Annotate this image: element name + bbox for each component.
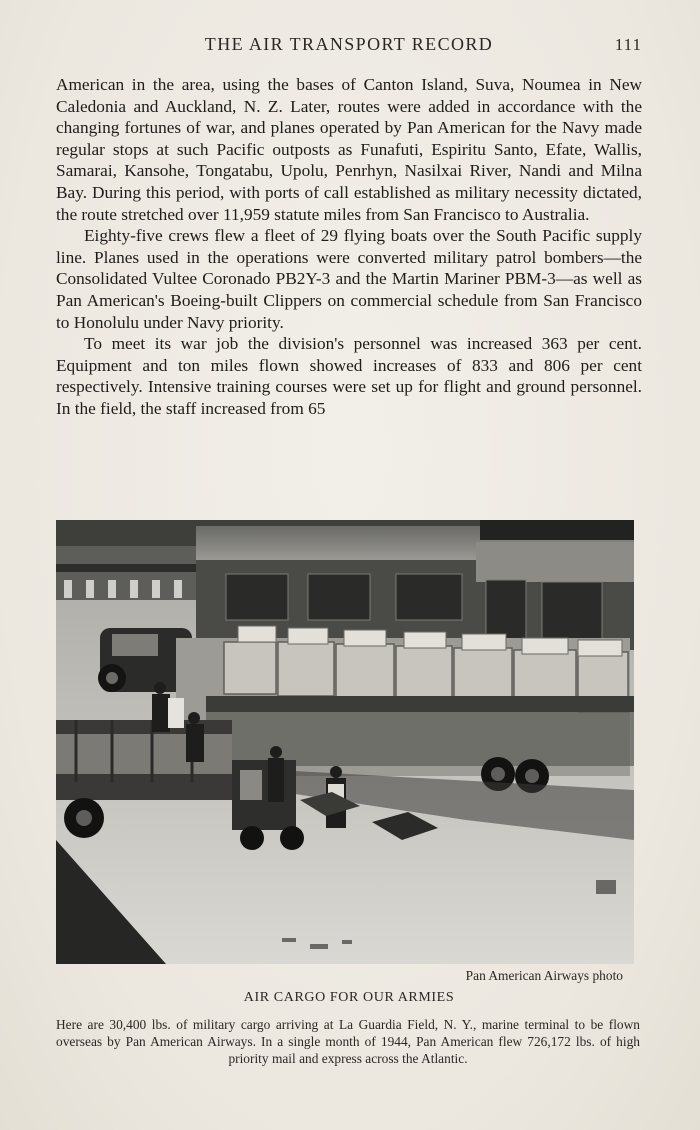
- cargo-photo-illustration: [56, 520, 634, 964]
- running-head: [56, 34, 642, 58]
- body-text: [56, 74, 642, 420]
- photo-credit: Pan American Airways photo: [465, 968, 623, 983]
- paragraph-3: To meet its war job the division's personnel was increased 363 per cent. Equipment and ton miles flown showed increases of 833 and 806 per cent respectively. Intensive training courses were set up for flight and ground personnel. In the field, the staff increased from 65: [56, 334, 642, 418]
- caption-text: Here are 30,400 lbs. of military cargo arriving at La Guardia Field, N. Y., marine terminal to be flown overseas by Pan American Airways. In a single month of 1944, Pan American flew 726,172 lbs. of high priority mail and express across the Atlantic.: [56, 1017, 640, 1066]
- cargo-photo: [56, 520, 634, 964]
- paragraph-2: Eighty-five crews flew a fleet of 29 flying boats over the South Pacific supply line. Planes used in the operations were converted military patrol bombers—the Consolidated Vultee Coronado PB2Y-3 and the Martin Mariner PBM-3—as well as Pan American's Boeing-built Clippers on commercial schedule from San Francisco to Honolulu under Navy priority.: [56, 226, 642, 332]
- paragraph-1: American in the area, using the bases of Canton Island, Suva, Noumea in New Caledonia and Auckland, N. Z. Later, routes were added in accordance with the changing fortunes of war, and planes operated by Pan American for the Navy made regular stops at such Pacific outposts as Funafuti, Espiritu Santo, Efate, Wallis, Samarai, Kansohe, Tongatabu, Upolu, Penrhyn, Nasilxai River, Nandi and Milna Bay. During this period, with ports of call established as military necessity dictated, the route stretched over 11,959 statute miles from San Francisco to Australia.: [56, 75, 642, 224]
- running-title: THE AIR TRANSPORT RECORD: [204, 34, 494, 54]
- page-number: 111: [614, 35, 642, 54]
- caption-title: AIR CARGO FOR OUR ARMIES: [243, 990, 455, 1005]
